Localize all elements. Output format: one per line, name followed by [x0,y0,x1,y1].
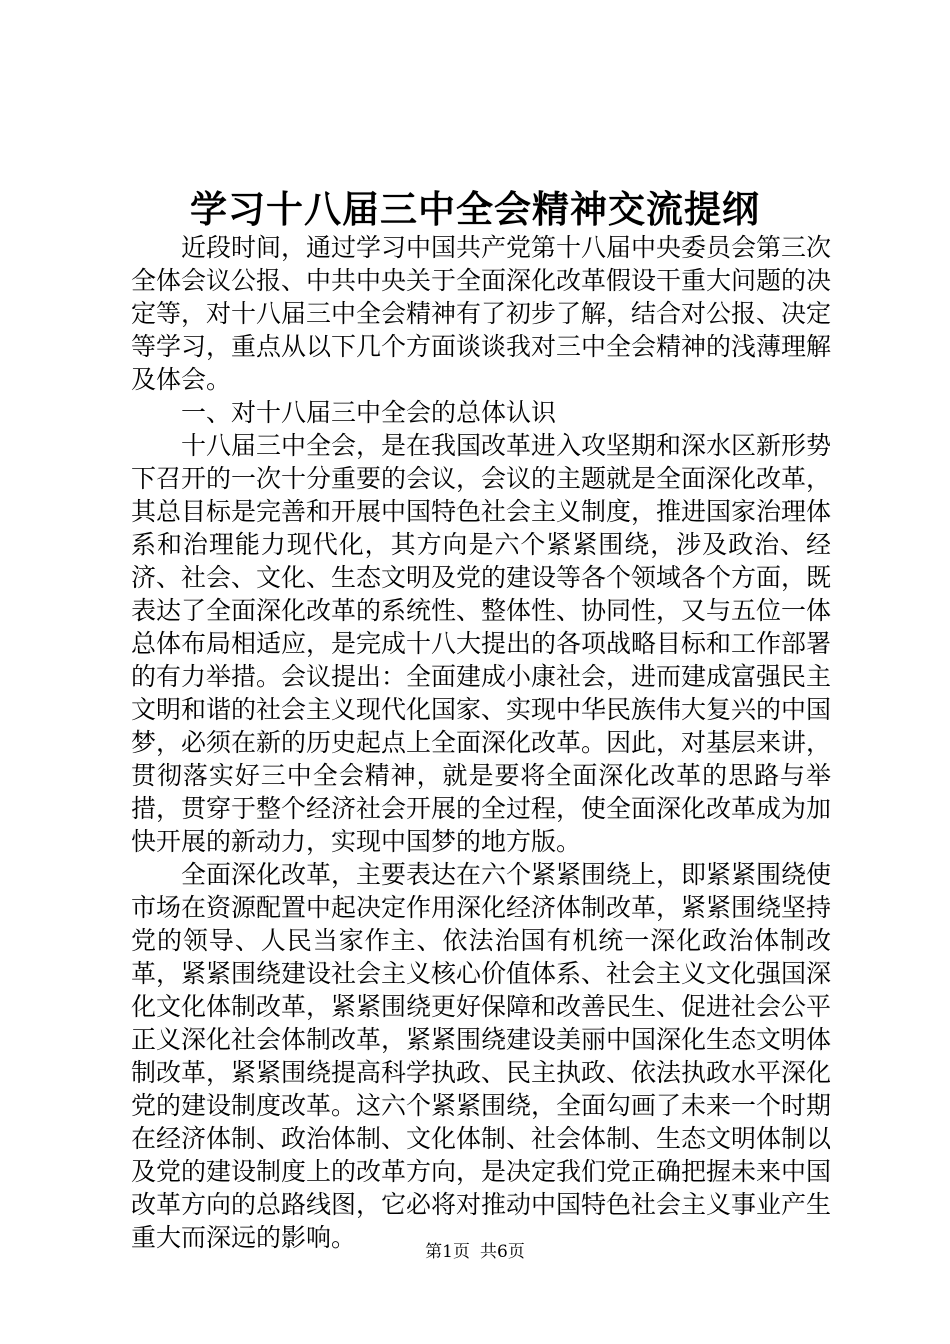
section-heading: 一、对十八届三中全会的总体认识 [181,398,557,427]
page-number: 第1页 [425,1242,470,1262]
document-title: 学习十八届三中全会精神交流提纲 [190,187,760,231]
page-total: 共6页 [480,1242,525,1262]
body-paragraph: 十八届三中全会，是在我国改革进入攻坚期和深水区新形势下召开的一次十分重要的会议，会议的主题就是全面深化改革，其总目标是完善和开展中国特色社会主义制度，推进国家治理体系和治理能力现代化，其方向是六个紧紧围绕，涉及政治、经济、社会、文化、生态文明及党的建设等各个领域各个方面，既表达了全面深化改革的系统性、整体性、协同性，又与五位一体总体布局相适应，是完成十八大提出的各项战略目标和工作部署的有力举措。会议提出：全面建成小康社会，进而建成富强民主文明和谐的社会主义现代化国家、实现中华民族伟大复兴的中国梦，必须在新的历史起点上全面深化改革。因此，对基层来讲，贯彻落实好三中全会精神，就是要将全面深化改革的思路与举措，贯穿于整个经济社会开展的全过程，使全面深化改革成为加快开展的新动力，实现中国梦的地方版。 [131,431,832,856]
document-body [131,231,831,1254]
intro-paragraph: 近段时间，通过学习中国共产党第十八届中央委员会第三次全体会议公报、中共中央关于全面深化改革假设干重大问题的决定等，对十八届三中全会精神有了初步了解，结合对公报、决定等学习，重点从以下几个方面谈谈我对三中全会精神的浅薄理解及体会。 [131,233,832,394]
page-footer [0,1241,950,1263]
body-paragraph: 全面深化改革，主要表达在六个紧紧围绕上，即紧紧围绕使市场在资源配置中起决定作用深化经济体制改革，紧紧围绕坚持党的领导、人民当家作主、依法治国有机统一深化政治体制改革，紧紧围绕建设社会主义核心价值体系、社会主义文化强国深化文化体制改革，紧紧围绕更好保障和改善民生、促进社会公平正义深化社会体制改革，紧紧围绕建设美丽中国深化生态文明体制改革，紧紧围绕提高科学执政、民主执政、依法执政水平深化党的建设制度改革。这六个紧紧围绕，全面勾画了未来一个时期在经济体制、政治体制、文化体制、社会体制、生态文明体制以及党的建设制度上的改革方向，是决定我们党正确把握未来中国改革方向的总路线图，它必将对推动中国特色社会主义事业产生重大而深远的影响。 [131,860,832,1252]
